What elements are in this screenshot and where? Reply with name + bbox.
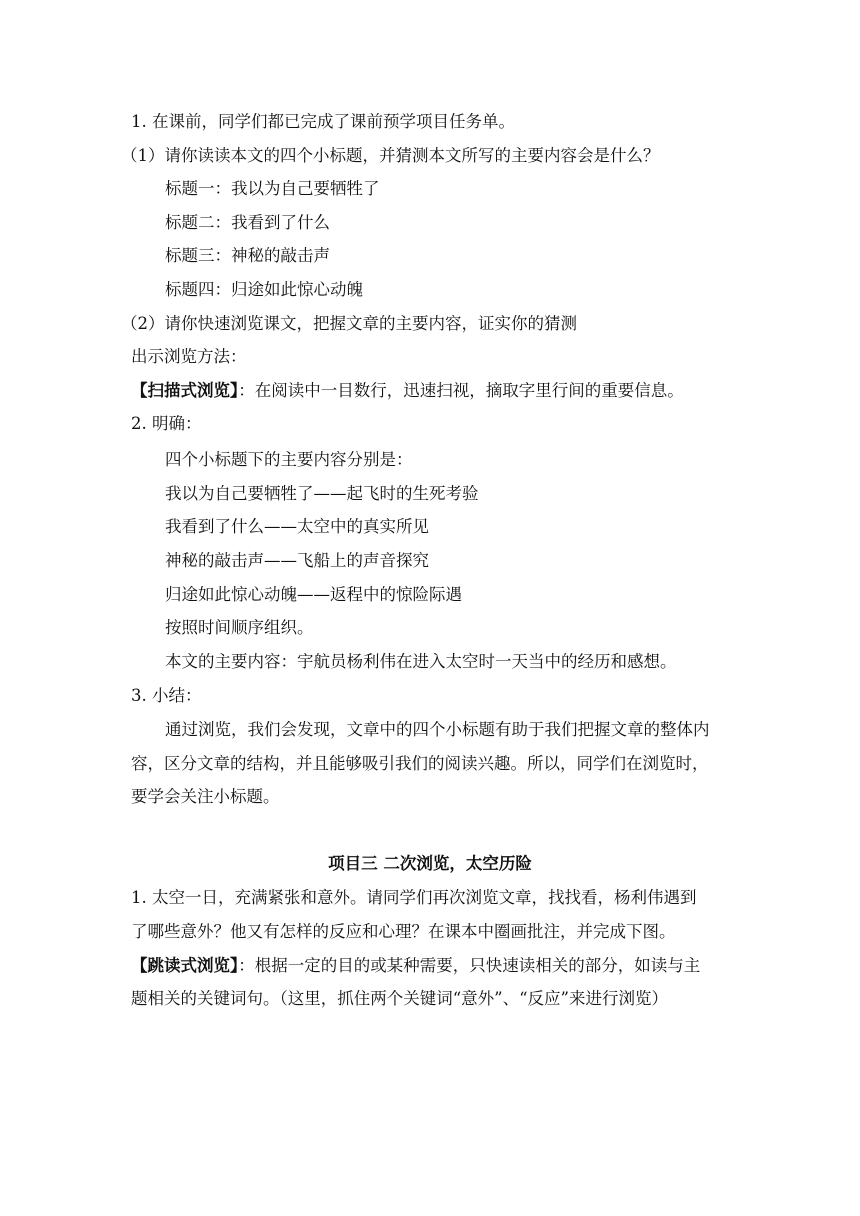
skip-method-term: 【跳读式浏览】 — [131, 956, 239, 975]
item-1: 1. 在课前，同学们都已完成了课前预学项目任务单。 — [131, 112, 515, 131]
task-line-1: 1. 太空一日，充满紧张和意外。请同学们再次浏览文章，找找看，杨利伟遇到 — [131, 888, 697, 907]
title-4: 标题四：归途如此惊心动魄 — [165, 280, 363, 299]
skip-method-line-1 — [131, 955, 700, 977]
clarify-item-1: 我以为自己要牺牲了——起飞时的生死考验 — [165, 484, 479, 503]
task-line-2: 了哪些意外？他又有怎样的反应和心理？在课本中圈画批注，并完成下图。 — [131, 922, 676, 941]
scan-method-term: 【扫描式浏览】 — [131, 381, 239, 400]
skip-method-text: ：根据一定的目的或某种需要，只快速读相关的部分，如读与主 — [238, 956, 701, 975]
summary-line-1: 通过浏览，我们会发现，文章中的四个小标题有助于我们把握文章的整体内 — [165, 720, 710, 739]
clarify-item-2: 我看到了什么——太空中的真实所见 — [165, 517, 429, 536]
summary-line-2: 容，区分文章的结构，并且能够吸引我们的阅读兴趣。所以，同学们在浏览时， — [131, 754, 709, 773]
clarify-intro: 四个小标题下的主要内容分别是： — [165, 450, 413, 469]
clarify-item-4: 归途如此惊心动魄——返程中的惊险际遇 — [165, 585, 462, 604]
item-2: 2. 明确： — [131, 414, 202, 433]
scan-method — [131, 380, 684, 402]
clarify-item-5: 按照时间顺序组织。 — [165, 618, 314, 637]
title-2: 标题二：我看到了什么 — [165, 213, 330, 232]
scan-method-text: ：在阅读中一目数行，迅速扫视，摘取字里行间的重要信息。 — [238, 381, 684, 400]
title-1: 标题一：我以为自己要牺牲了 — [165, 179, 380, 198]
title-3: 标题三：神秘的敲击声 — [165, 246, 330, 265]
section-heading: 项目三 二次浏览，太空历险 — [328, 854, 532, 873]
summary-line-3: 要学会关注小标题。 — [131, 787, 280, 806]
question-2: （2）请你快速浏览课文，把握文章的主要内容，证实你的猜测 — [121, 314, 577, 333]
clarify-item-6: 本文的主要内容：宇航员杨利伟在进入太空时一天当中的经历和感想。 — [165, 652, 677, 671]
item-3: 3. 小结： — [131, 686, 202, 705]
clarify-item-3: 神秘的敲击声——飞船上的声音探究 — [165, 551, 429, 570]
question-1: （1）请你读读本文的四个小标题，并猜测本文所写的主要内容会是什么？ — [121, 146, 660, 165]
method-intro: 出示浏览方法： — [131, 347, 247, 366]
skip-method-line-2: 题相关的关键词句。（这里，抓住两个关键词“意外”、“反应”来进行浏览） — [131, 989, 668, 1008]
